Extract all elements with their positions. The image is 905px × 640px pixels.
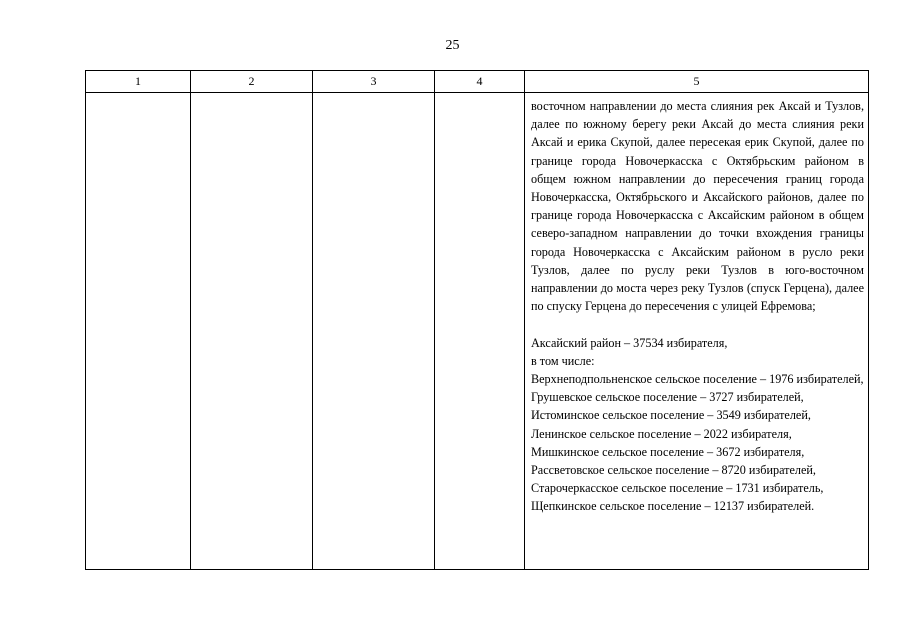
including-line: в том числе: bbox=[531, 353, 595, 368]
cell-col-2 bbox=[191, 93, 313, 570]
district-line: Аксайский район – 37534 избирателя, bbox=[531, 335, 728, 350]
column-header-2: 2 bbox=[191, 71, 313, 93]
cell-col-1 bbox=[86, 93, 191, 570]
column-header-4: 4 bbox=[435, 71, 525, 93]
document-table bbox=[85, 70, 869, 570]
table-row bbox=[86, 93, 869, 570]
settlement-item: Ленинское сельское поселение – 2022 избирателя, bbox=[531, 426, 792, 441]
cell-col-3 bbox=[313, 93, 435, 570]
settlement-item: Щепкинское сельское поселение – 12137 избирателей. bbox=[531, 499, 815, 514]
cell-col-4 bbox=[435, 93, 525, 570]
column-header-1: 1 bbox=[86, 71, 191, 93]
table-header-row bbox=[86, 71, 869, 93]
column-header-5: 5 bbox=[525, 71, 869, 93]
settlement-item: Истоминское сельское поселение – 3549 избирателей, bbox=[531, 408, 811, 423]
cell-col-5 bbox=[525, 93, 869, 570]
settlement-item: Мишкинское сельское поселение – 3672 избирателя, bbox=[531, 444, 805, 459]
settlement-item: Грушевское сельское поселение – 3727 избирателей, bbox=[531, 390, 804, 405]
settlement-item: Верхнеподпольненское сельское поселение – 1976 избирателей, bbox=[531, 372, 864, 387]
settlement-item: Рассветовское сельское поселение – 8720 избирателей, bbox=[531, 463, 816, 478]
page-number: 25 bbox=[445, 38, 460, 53]
settlement-item: Старочеркасское сельское поселение – 1731 избиратель, bbox=[531, 481, 824, 496]
boundary-description: восточном направлении до места слияния рек Аксай и Тузлов, далее по южному берегу реки Аксай до места слияния реки Аксай и ерика Скупой, далее пересекая ерик Скупой, далее по границе города Новочеркасска с Октябрьским районом в общем южном направлении до пересечения границ города Новочеркасска, Октябрьского и Аксайского районов, далее по границе города Новочеркасска с Аксайским районом в общем северо-западном направлении до точки вхождения границы города Новочеркасска с Аксайским районом в русло реки Тузлов, далее по руслу реки Тузлов в юго-восточном направлении до моста через реку Тузлов (спуск Герцена), далее по спуску Герцена до пересечения с улицей Ефремова; bbox=[531, 99, 864, 314]
column-header-3: 3 bbox=[313, 71, 435, 93]
paragraph-spacer bbox=[531, 315, 864, 333]
